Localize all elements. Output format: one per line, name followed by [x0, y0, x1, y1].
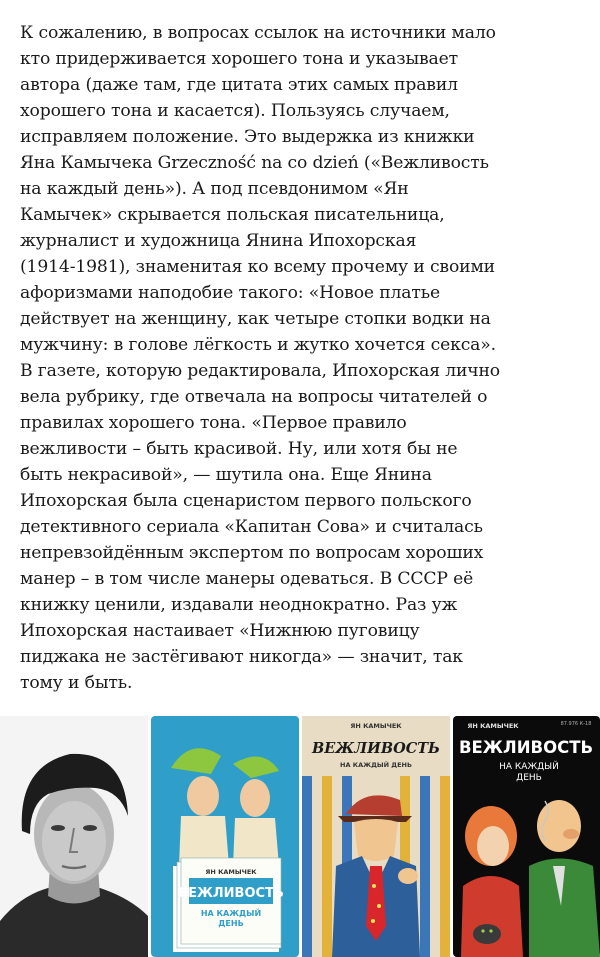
article-line: кто придерживается хорошего тона и указывает: [20, 49, 458, 69]
cover3-stamp: 87.976 К-18: [560, 721, 592, 727]
cover3-subtitle: ДЕНЬ: [516, 773, 542, 783]
article-line: детективного сериала «Капитан Сова» и считалась: [20, 517, 483, 537]
article-line: тому и быть.: [20, 673, 133, 693]
cover3-subtitle: НА КАЖДЫЙ: [499, 762, 559, 772]
article-line: хорошего тона и касается). Пользуясь случаем,: [20, 101, 450, 121]
article-line: книжку ценили, издавали неоднократно. Раз уж: [20, 595, 458, 615]
article-line: вела рубрику, где отвечала на вопросы читателей о: [20, 387, 488, 407]
portrait-photo: [0, 716, 148, 957]
cover1-subtitle: НА КАЖДЫЙ: [200, 909, 262, 918]
article-line: мужчину: в голове лёгкость и жутко хочется секса».: [20, 335, 496, 355]
article-text: [20, 20, 586, 696]
photo-collage: [0, 716, 600, 957]
article-line: быть некрасивой», — шутила она. Еще Янина: [20, 465, 432, 485]
book-cover-blue: [151, 716, 299, 957]
cover3-title: ВЕЖЛИВОСТЬ: [458, 738, 594, 757]
article-line: К сожалению, в вопросах ссылок на источники мало: [20, 23, 496, 43]
cover2-subtitle: НА КАЖДЫЙ ДЕНЬ: [340, 761, 412, 769]
article-line: Яна Камычека Grzeczność na co dzień («Вежливость: [20, 153, 489, 173]
article-line: исправляем положение. Это выдержка из книжки: [20, 127, 475, 147]
article-line: афоризмами наподобие такого: «Новое платье: [20, 283, 440, 303]
article-line: автора (даже там, где цитата этих самых правил: [20, 75, 458, 95]
article-line: манер – в том числе манеры одеваться. В СССР её: [20, 569, 474, 589]
article-line: правилах хорошего тона. «Первое правило: [20, 413, 407, 433]
article-line: на каждый день»). А под псевдонимом «Ян: [20, 179, 409, 199]
cover2-author: ЯН КАМЫЧЕК: [350, 722, 402, 730]
article-line: непревзойдённым экспертом по вопросам хороших: [20, 543, 484, 563]
article-line: журналист и художница Янина Ипохорская: [20, 231, 417, 251]
article-line: Ипохорская настаивает «Нижнюю пуговицу: [20, 621, 420, 641]
cover3-author: ЯН КАМЫЧЕК: [467, 722, 519, 730]
article-line: (1914-1981), знаменитая ко всему прочему и своими: [20, 257, 495, 277]
article-line: Ипохорская была сценаристом первого польского: [20, 491, 472, 511]
cover1-subtitle: ДЕНЬ: [218, 919, 244, 928]
article-line: пиджака не застёгивают никогда» — значит, так: [20, 647, 463, 667]
article-line: Камычек» скрывается польская писательница,: [20, 205, 445, 225]
article-line: вежливости – быть красивой. Ну, или хотя бы не: [20, 439, 458, 459]
book-cover-black: [453, 716, 600, 957]
article-line: действует на женщину, как четыре стопки водки на: [20, 309, 491, 329]
cover2-title: ВЕЖЛИВОСТЬ: [311, 740, 441, 757]
article-line: В газете, которую редактировала, Ипохорская лично: [20, 361, 501, 381]
cover1-title: ВЕЖЛИВОСТЬ: [178, 886, 284, 901]
book-cover-striped: [302, 716, 450, 957]
cover1-author: ЯН КАМЫЧЕК: [205, 868, 257, 876]
